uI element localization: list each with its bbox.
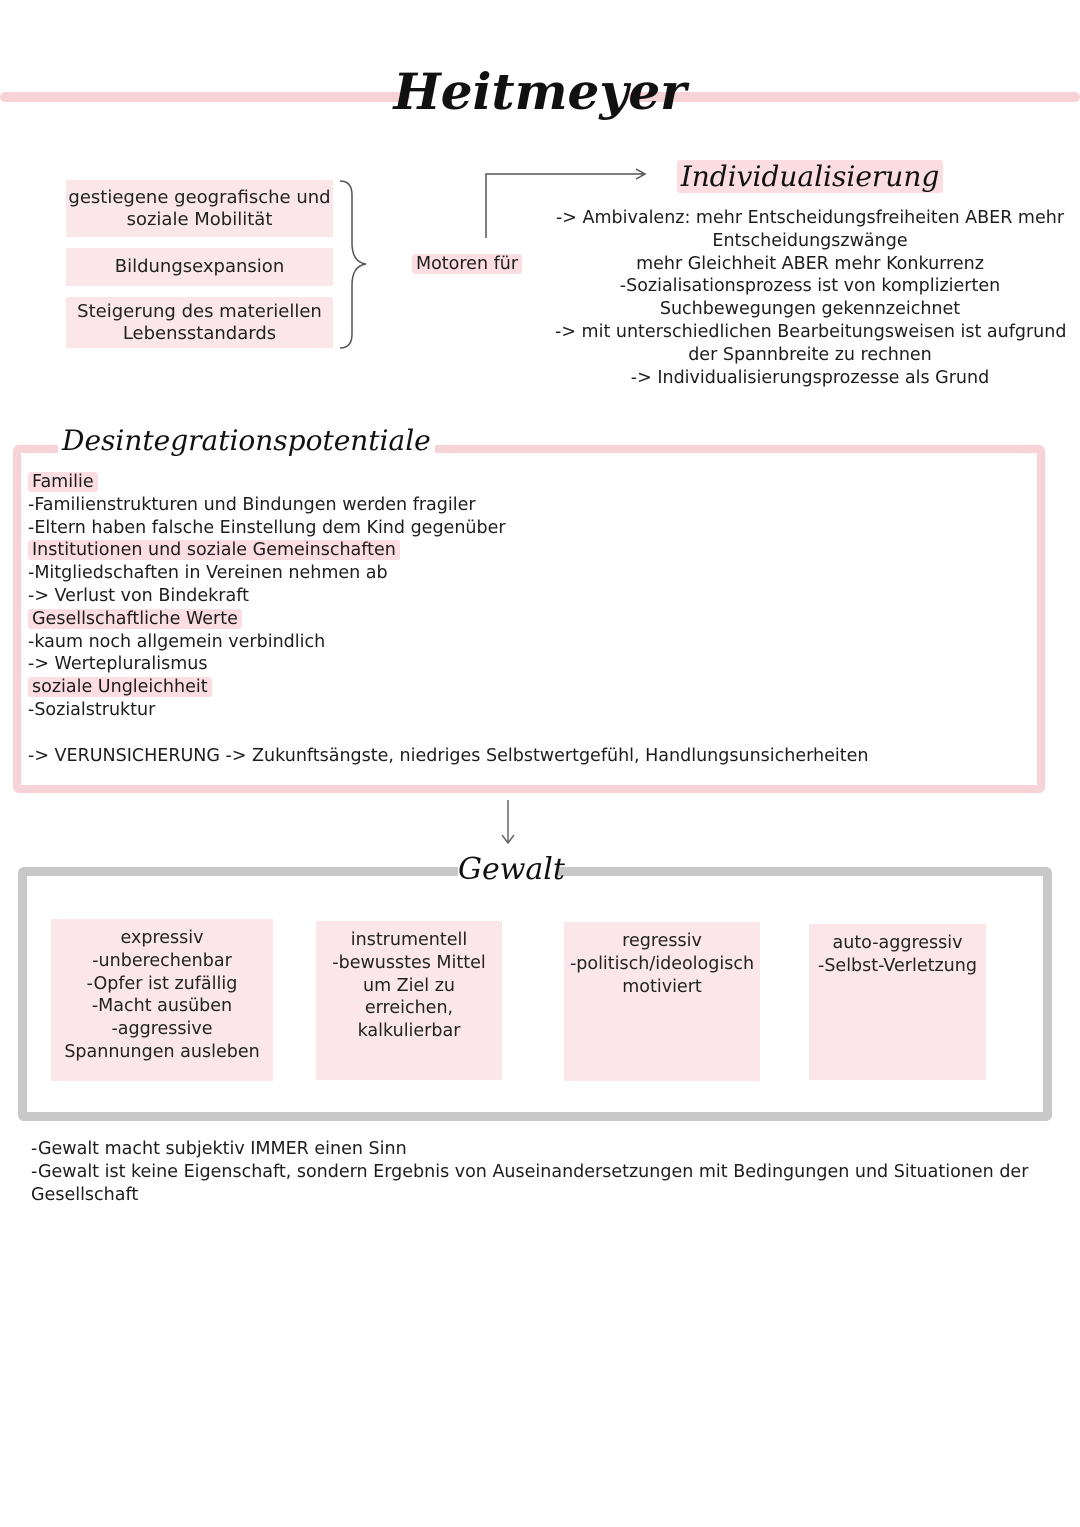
category-heading: Institutionen und soziale Gemeinschaften — [28, 539, 868, 562]
text-line: -> Wertepluralismus — [28, 654, 208, 675]
text-line: regressiv — [622, 931, 702, 951]
text-line: erreichen, — [364, 998, 454, 1019]
gewalt-title: Gewalt — [458, 852, 565, 887]
gewalt-type-regressiv — [564, 922, 760, 1081]
category-heading: Familie — [28, 471, 868, 494]
text-line: expressiv — [120, 928, 204, 948]
text-line: -bewusstes Mittel — [332, 952, 486, 973]
text-line: -politisch/ideologisch — [569, 953, 755, 974]
text-line: kalkulierbar — [357, 1021, 461, 1042]
gewalt-type-instrumentell — [316, 921, 502, 1080]
category-heading: soziale Ungleichheit — [28, 676, 868, 699]
text-line: -Selbst-Verletzung — [818, 955, 977, 976]
text-line: -> mit unterschiedlichen Bearbeitungsweisen ist aufgrund — [555, 321, 1067, 342]
text-line: motiviert — [622, 976, 702, 997]
text-line: der Spannbreite zu rechnen — [688, 344, 932, 365]
individualisierung-title: Individualisierung — [590, 160, 1030, 193]
text-line: mehr Gleichheit ABER mehr Konkurrenz — [636, 253, 984, 274]
text-line: -aggressive — [111, 1019, 213, 1040]
text-line: -> Ambivalenz: mehr Entscheidungsfreiheiten ABER mehr — [555, 208, 1065, 228]
text-line: -Sozialstruktur — [28, 699, 156, 720]
page-title: Heitmeyer — [393, 62, 687, 121]
factor-line: Bildungsexpansion — [114, 256, 285, 277]
text-line: -> Verlust von Bindekraft — [28, 585, 249, 606]
text-line: -unberechenbar — [92, 950, 232, 971]
text-line: -> Individualisierungsprozesse als Grund — [630, 367, 990, 388]
desintegration-title: Desintegrationspotentiale — [58, 424, 435, 457]
factor-line: gestiegene geografische und — [68, 186, 331, 208]
desintegration-text — [28, 471, 868, 768]
text-line: -Eltern haben falsche Einstellung dem Kind gegenüber — [28, 517, 506, 538]
text-line: -Familienstrukturen und Bindungen werden fragiler — [28, 494, 476, 515]
text-line: um Ziel zu — [362, 975, 456, 996]
category-heading: Gesellschaftliche Werte — [28, 608, 868, 631]
curly-brace — [340, 181, 366, 348]
text-line: auto-aggressiv — [832, 933, 963, 953]
text-line: Entscheidungszwänge — [712, 230, 908, 251]
text-line: instrumentell — [350, 930, 468, 950]
factor-line: soziale Mobilität — [126, 208, 273, 230]
text-line: -Opfer ist zufällig — [86, 973, 238, 994]
factor-line: Steigerung des materiellen — [77, 300, 322, 322]
text-line: -Gewalt macht subjektiv IMMER einen Sinn — [31, 1139, 407, 1159]
factor-line: Lebensstandards — [122, 322, 277, 344]
gewalt-type-expressiv — [51, 919, 273, 1081]
text-line: Spannungen ausleben — [64, 1041, 260, 1062]
text-line: -Mitgliedschaften in Vereinen nehmen ab — [28, 563, 388, 584]
conclusion-line: -> VERUNSICHERUNG -> Zukunftsängste, niedriges Selbstwertgefühl, Handlungsunsicherheiten — [28, 745, 869, 766]
text-line: -Sozialisationsprozess ist von komplizierten — [619, 276, 1001, 297]
text-line: -Macht ausüben — [91, 996, 233, 1017]
text-line: -Gewalt ist keine Eigenschaft, sondern Ergebnis von Auseinandersetzungen mit Bedingungen und Situationen der — [31, 1162, 1029, 1182]
text-line: Suchbewegungen gekennzeichnet — [659, 299, 961, 320]
motoren-label: Motoren für — [412, 254, 522, 274]
text-line: -kaum noch allgemein verbindlich — [28, 631, 326, 652]
gewalt-type-auto-aggressiv — [809, 924, 986, 1080]
gewalt-notes — [31, 1138, 1028, 1207]
text-line: Gesellschaft — [31, 1185, 139, 1205]
individualisierung-text — [555, 207, 1065, 389]
